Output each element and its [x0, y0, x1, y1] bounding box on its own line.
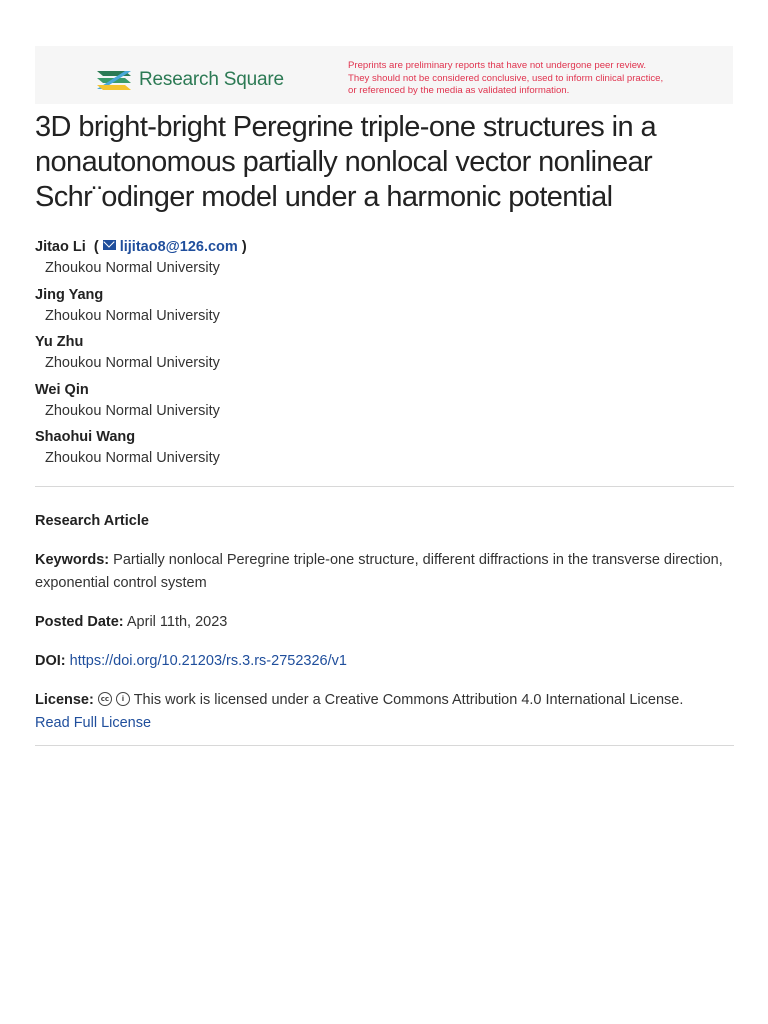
paper-title: [35, 110, 735, 215]
brand-name: Research Square: [139, 69, 284, 90]
posted-date-value: April 11th, 2023: [126, 614, 228, 630]
author-entry: [35, 285, 735, 333]
doi: [35, 650, 734, 673]
author-name: Yu Zhu: [35, 334, 84, 351]
posted-date: [35, 611, 734, 634]
email-open-paren: (: [93, 239, 99, 255]
author-list: [35, 237, 735, 475]
preprint-notice: [348, 60, 728, 98]
divider: [35, 486, 734, 487]
divider: [35, 745, 734, 746]
author-name: Jitao Li: [35, 239, 86, 255]
title-line: Schr¨odinger model under a harmonic potential: [35, 181, 613, 213]
author-entry: [35, 237, 735, 285]
notice-line: They should not be considered conclusive, used to inform clinical practice,: [348, 72, 664, 84]
doi-link[interactable]: https://doi.org/10.21203/rs.3.rs-2752326/v1: [69, 653, 347, 669]
author-affiliation: Zhoukou Normal University: [45, 402, 220, 419]
read-full-license-link[interactable]: Read Full License: [35, 714, 152, 731]
envelope-icon: [103, 240, 116, 250]
author-name: Jing Yang: [35, 286, 104, 303]
author-entry: [35, 380, 735, 428]
license-label: License:: [35, 692, 94, 708]
license: [35, 689, 734, 734]
creative-commons-icon: cc: [98, 692, 112, 706]
author-affiliation: Zhoukou Normal University: [45, 260, 220, 276]
attribution-icon: i: [116, 692, 130, 706]
notice-line: or referenced by the media as validated information.: [348, 85, 570, 97]
author-name: Shaohui Wang: [35, 429, 136, 446]
title-line: nonautonomous partially nonlocal vector nonlinear: [35, 146, 653, 178]
keywords: [35, 549, 734, 594]
author-email-link[interactable]: [103, 239, 238, 255]
article-type-label: Research Article: [35, 513, 149, 529]
posted-date-label: Posted Date:: [35, 614, 124, 630]
research-square-logo-icon: [95, 65, 133, 95]
doi-label: DOI:: [35, 653, 66, 669]
research-square-logo[interactable]: [95, 65, 295, 95]
article-type: [35, 510, 734, 533]
author-affiliation: Zhoukou Normal University: [45, 307, 220, 324]
author-email: lijitao8@126.com: [119, 239, 238, 255]
keywords-value: Partially nonlocal Peregrine triple-one structure, different diffractions in the transverse direction, exponential control system: [35, 552, 723, 591]
email-close-paren: ): [241, 239, 247, 255]
author-affiliation: Zhoukou Normal University: [45, 355, 220, 372]
license-text: This work is licensed under a Creative Commons Attribution 4.0 International License.: [133, 692, 684, 708]
author-entry: [35, 332, 735, 380]
keywords-label: Keywords:: [35, 552, 110, 568]
title-line: 3D bright-bright Peregrine triple-one structures in a: [35, 111, 657, 143]
preprint-banner: [35, 46, 733, 104]
author-entry: [35, 427, 735, 475]
author-affiliation: Zhoukou Normal University: [45, 450, 220, 467]
notice-line: Preprints are preliminary reports that have not undergone peer review.: [348, 60, 647, 71]
author-name: Wei Qin: [35, 381, 89, 398]
